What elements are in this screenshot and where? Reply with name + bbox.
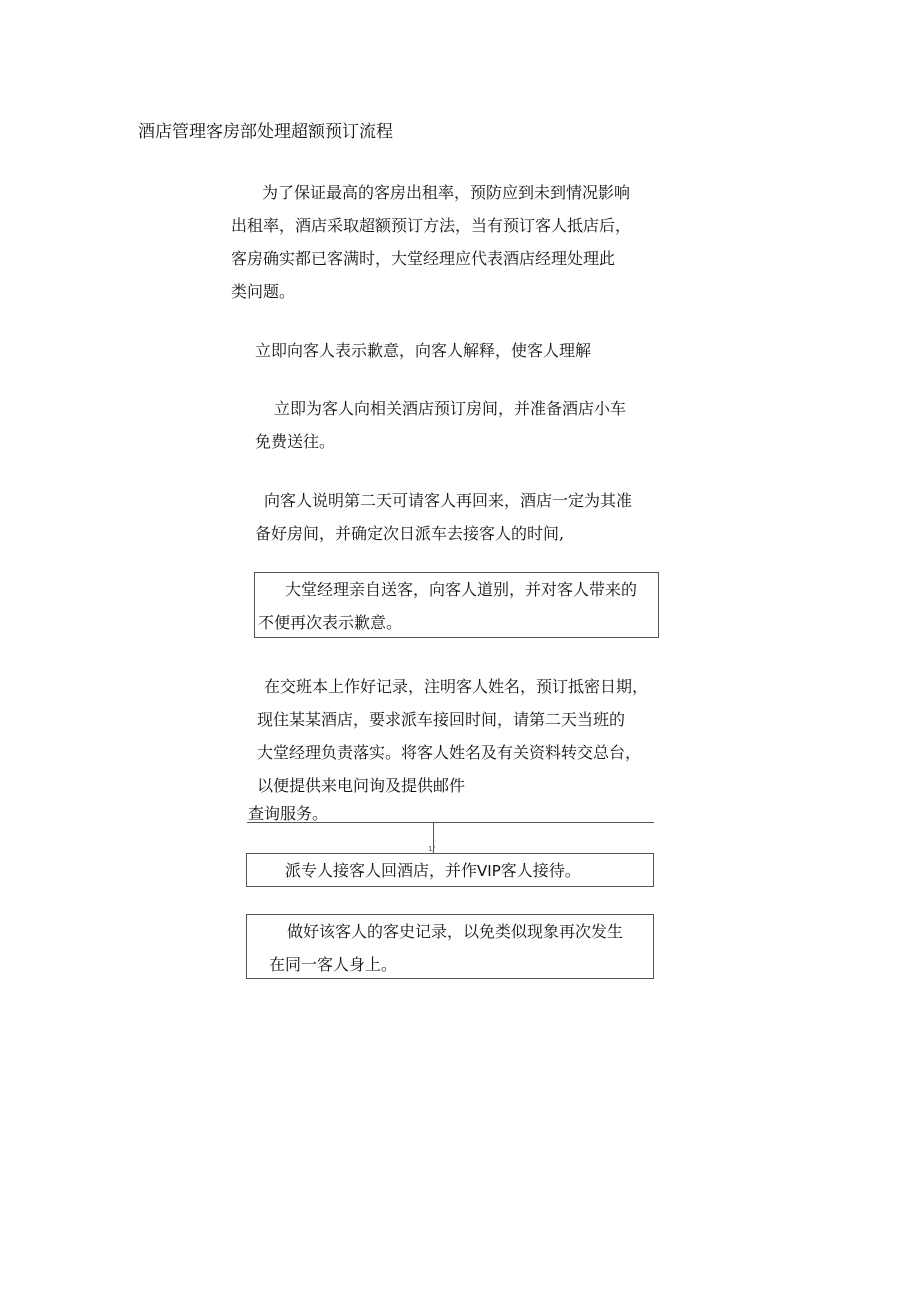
intro-paragraph (231, 176, 632, 308)
step-guest-history-box (246, 914, 654, 979)
step-line: 在交班本上作好记录，注明客人姓名，预订抵密日期， (264, 677, 649, 696)
step-pickup-vip-box (246, 853, 654, 887)
step-line: 向客人说明第二天可请客人再回来，酒店一定为其准 (264, 491, 633, 510)
step-line: 备好房间，并确定次日派车去接客人的时间, (255, 524, 565, 543)
box-line: 不便再次表示歉意。 (258, 613, 403, 632)
intro-line: 客房确实都已客满时，大堂经理应代表酒店经理处理此 (231, 249, 616, 268)
document-title: 酒店管理客房部处理超额预订流程 (138, 122, 393, 142)
connector-mark: 1/ (428, 845, 435, 853)
intro-line: 类问题。 (231, 282, 296, 301)
step-line: 以便提供来电问询及提供邮件 (257, 776, 466, 795)
step-apologize (255, 334, 591, 367)
step-line: 大堂经理负责落实。将客人姓名及有关资料转交总台， (257, 743, 642, 762)
box-line: 大堂经理亲自送客，向客人道别，并对客人带来的 (285, 580, 638, 599)
step-explain-return (255, 484, 632, 550)
step-record-handover (257, 670, 648, 802)
box-line: 做好该客人的客史记录，以免类似现象再次发生 (287, 922, 624, 941)
vip-text: VIP (477, 862, 501, 880)
box-line: 在同一客人身上。 (269, 955, 398, 974)
step-see-off-box (254, 572, 659, 638)
section-rule (247, 822, 654, 823)
box-text: 客人接待。 (500, 861, 581, 880)
intro-line: 为了保证最高的客房出租率，预防应到未到情况影响 (262, 183, 631, 202)
step-line: 免费送往。 (255, 432, 336, 451)
step-line: 现住某某酒店，要求派车接回时间，请第二天当班的 (257, 710, 626, 729)
box-text: 派专人接客人回酒店，并作 (285, 861, 478, 880)
step-line: 立即向客人表示歉意，向客人解释，使客人理解 (255, 341, 592, 360)
step-record-tail: 查询服务。 (248, 804, 329, 823)
intro-line: 出租率，酒店采取超额预订方法，当有预订客人抵店后， (231, 216, 632, 235)
step-book-other-hotel (255, 392, 626, 458)
step-line: 立即为客人向相关酒店预订房间，并准备酒店小车 (274, 399, 627, 418)
